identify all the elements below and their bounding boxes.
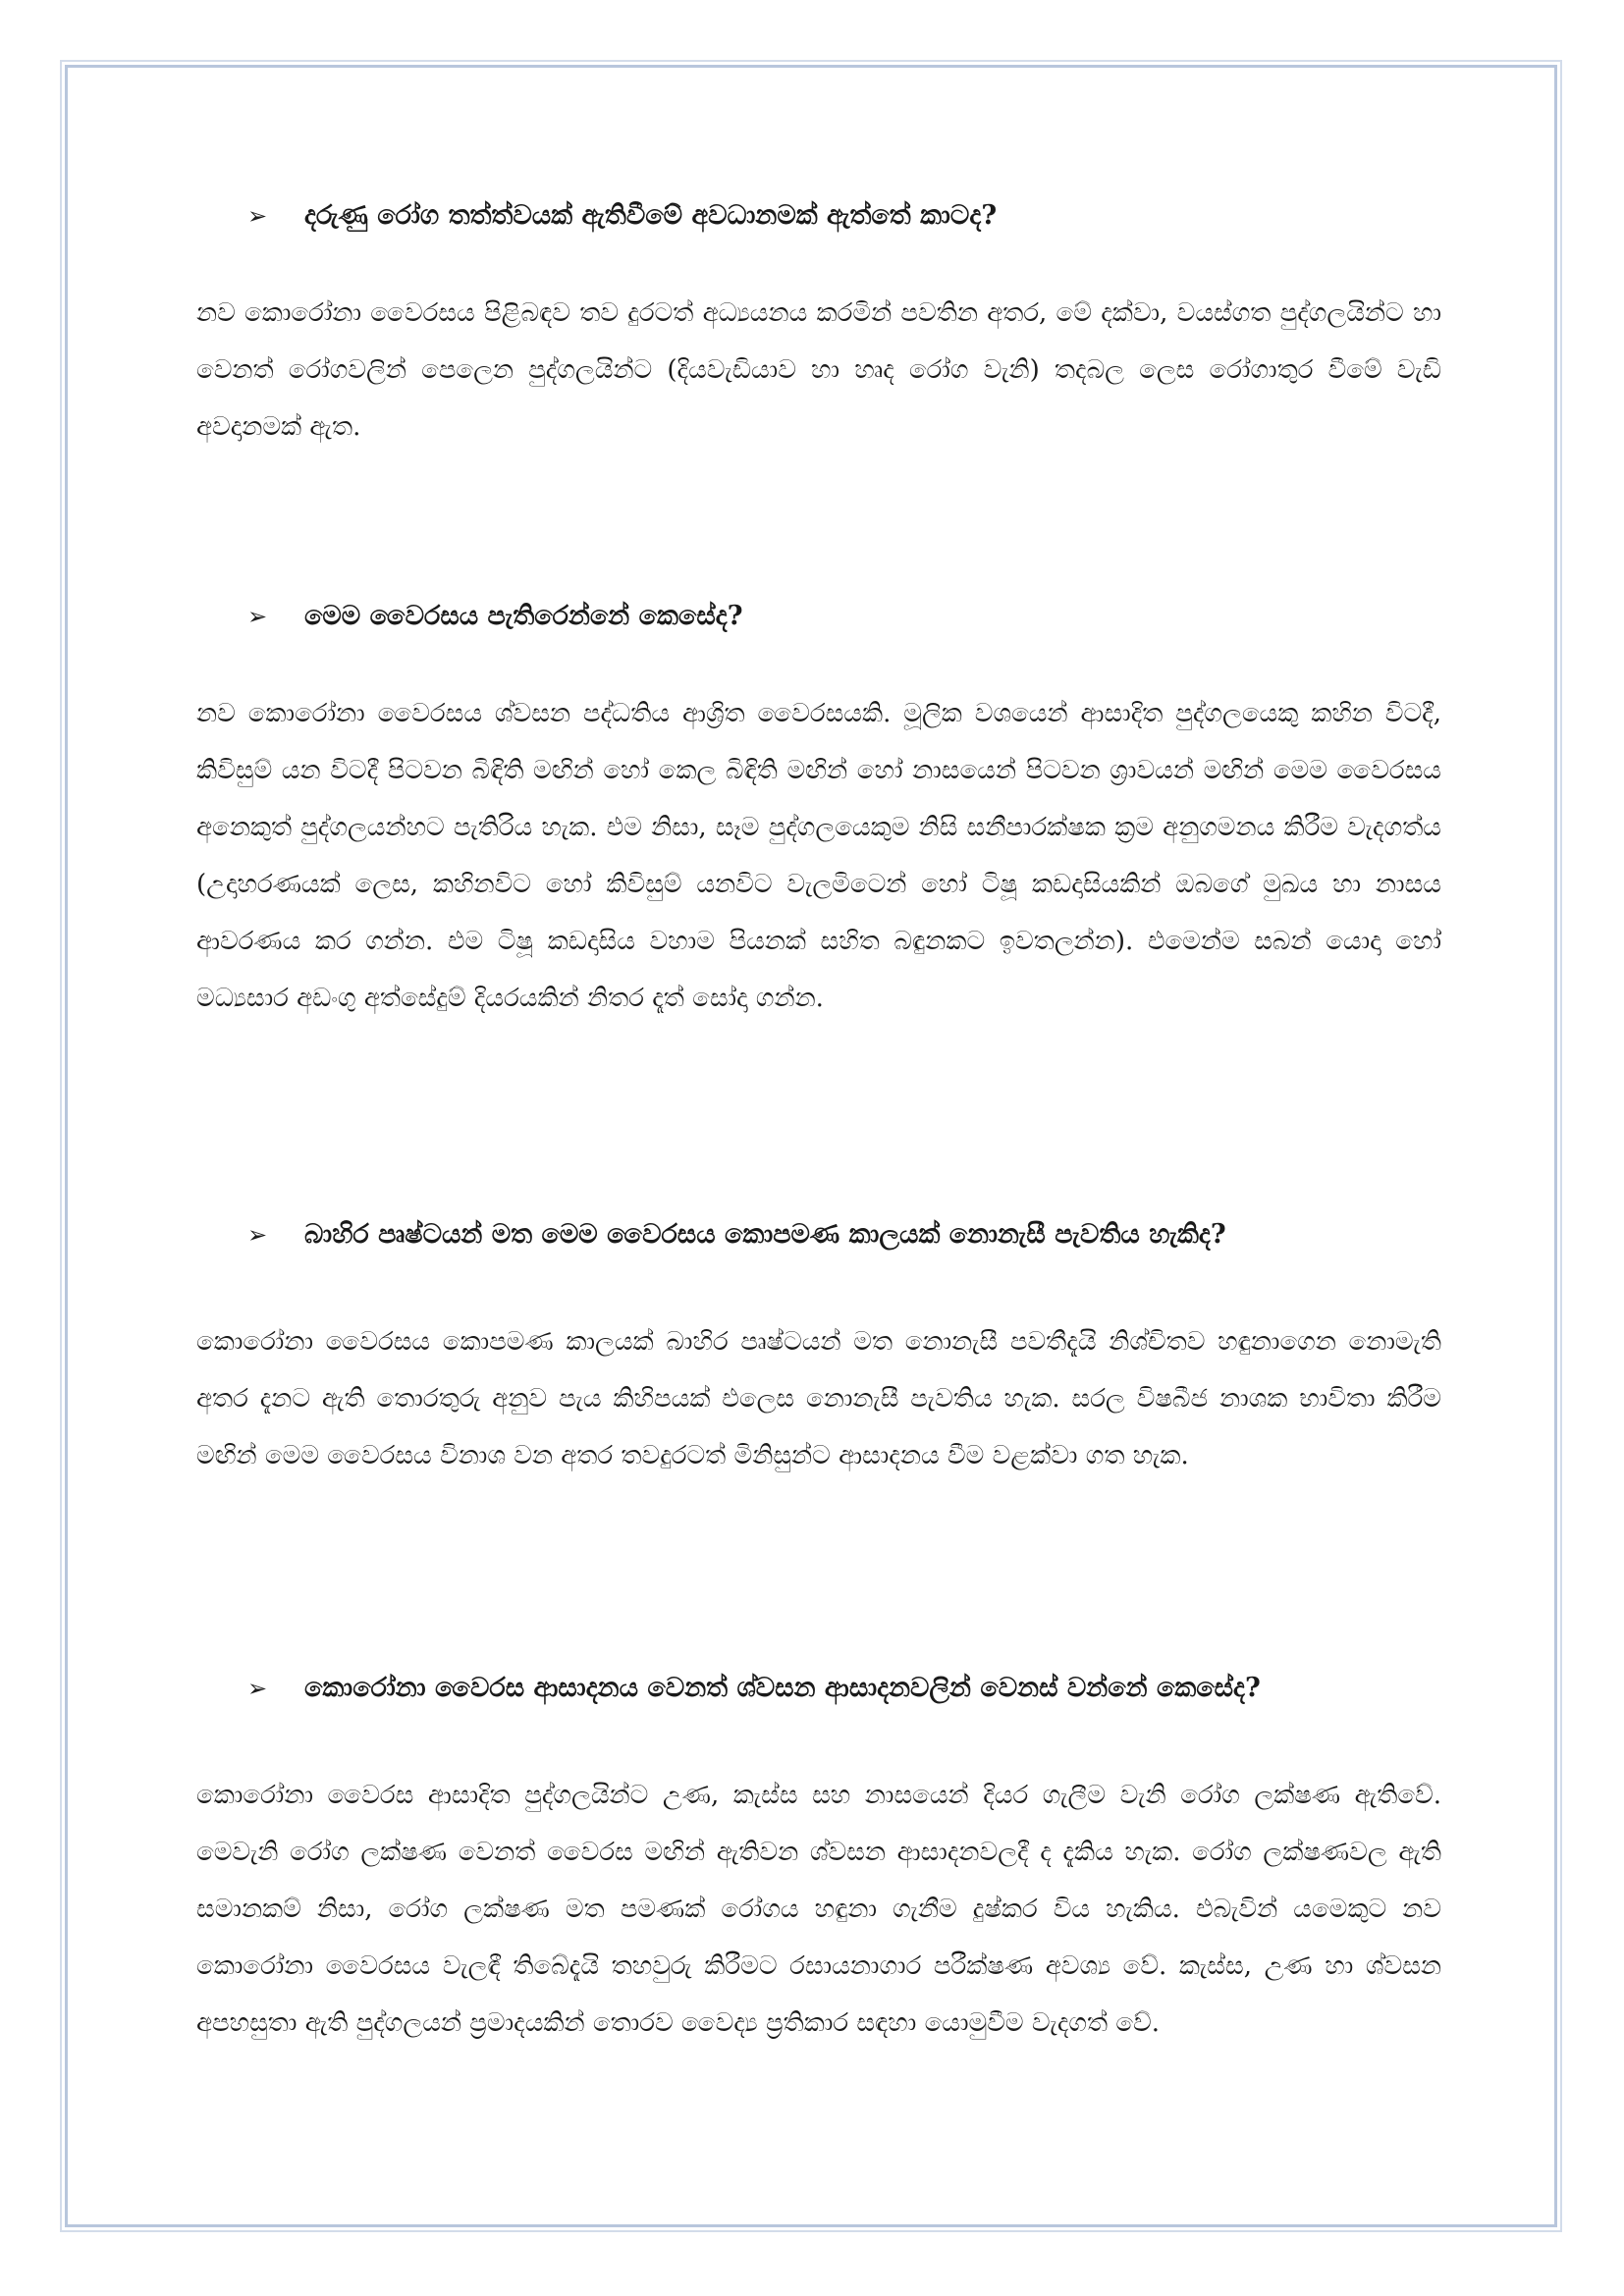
arrow-bullet-icon: ➢ bbox=[247, 202, 268, 230]
heading-text: මෙම වෛරසය පැතිරෙන්නේ කෙසේද? bbox=[304, 601, 743, 631]
section-paragraph: නව කොරෝනා වෛරසය පිළිබඳව තව දුරටත් අධ්‍යයනය කරමින් පවතින අතර, මේ දක්වා, වයස්ගත පුද්ගලයින්ට හා වෙනත් රෝගවලින් පෙලෙන පුද්ගලයින්ට (දියවැඩියාව හා හෘද රෝග වැනි) තදබල ලෙස රෝගාතුර වීමේ වැඩි අවදානමක් ඇත. bbox=[196, 298, 1441, 442]
section-paragraph: නව කොරෝනා වෛරසය ශ්වසන පද්ධතිය ආශ්‍රිත වෛරසයකි. මූලික වශයෙන් ආසාදිත පුද්ගලයෙකු කහින විටදී, කිවිසුම් යන විටදී පිටවන බිඳිති මඟින් හෝ කෙල බිඳිති මඟින් හෝ නාසයෙන් පිටවන ශ්‍රාවයන් මඟින් මෙම වෛරසය අනෙකුත් පුද්ගලයන්හට පැතිරිය හැක. එම නිසා, සෑම පුද්ගලයෙකුම නිසි සනීපාරක්ෂක ක්‍රම අනුගමනය කිරීම වැදගත්ය (උදාහරණයක් ලෙස, කහිනවිට හෝ කිවිසුම් යනවිට වැලමිටෙන් හෝ ටිෂූ කඩදාසියකින් ඔබගේ මුඛය හා නාසය ආවරණය කර ගන්න. එම ටිෂූ කඩදාසිය වහාම පියනක් සහිත බඳුනකට ඉවතලන්න). එමෙන්ම සබන් යොදා හෝ මධ්‍යසාර අඩංගු අත්සේදුම් දියරයකින් නිතර දෑත් සෝදා ගන්න. bbox=[196, 699, 1441, 1013]
heading-text: දරුණු රෝග තත්ත්වයක් ඇතිවීමේ අවධානමක් ඇත්තේ කාටද? bbox=[304, 200, 998, 231]
faq-section bbox=[196, 196, 1441, 455]
faq-section bbox=[196, 1215, 1441, 1484]
heading-text: කොරෝනා වෛරස ආසාදනය වෙනත් ශ්වසන ආසාදනවලින් වෙනස් වන්නේ කෙසේද? bbox=[304, 1673, 1261, 1703]
section-heading bbox=[247, 1215, 1441, 1255]
section-paragraph: කොරෝනා වෛරසය කොපමණ කාලයක් බාහිර පෘෂ්ටයන් මත නොනැසී පවතීදැයි නිශ්චිතව හඳුනාගෙන නොමැති අතර දැනට ඇති තොරතුරු අනුව පැය කිහිපයක් එලෙස නොනැසී පැවතිය හැක. සරල විෂබීජ නාශක භාවිතා කිරීම මඟින් මෙම වෛරසය විනාශ වන අතර තවදුරටත් මිනිසුන්ට ආසාදනය වීම වළක්වා ගත හැක. bbox=[196, 1327, 1441, 1470]
arrow-bullet-icon: ➢ bbox=[247, 1675, 268, 1702]
section-heading bbox=[247, 597, 1441, 636]
arrow-bullet-icon: ➢ bbox=[247, 603, 268, 630]
heading-text: බාහිර පෘෂ්ටයන් මත මෙම වෛරසය කොපමණ කාලයක් නොනැසී පැවතිය හැකිද? bbox=[304, 1219, 1226, 1250]
section-paragraph: කොරෝනා වෛරස ආසාදිත පුද්ගලයින්ට උණ, කැස්ස සහ නාසයෙන් දියර ගැලීම වැනි රෝග ලක්ෂණ ඇතිවේ. මෙවැනි රෝග ලක්ෂණ වෙනත් වෛරස මඟින් ඇතිවන ශ්වසන ආසාදනවලදී ද දැකිය හැක. රෝග ලක්ෂණවල ඇති සමානකම් නිසා, රෝග ලක්ෂණ මත පමණක් රෝගය හඳුනා ගැනීම දුෂ්කර විය හැකිය. එබැවින් යමෙකුට නව කොරෝනා වෛරසය වැලඳී තිබේදැයි තහවුරු කිරීමට රසායනාගාර පරීක්ෂණ අවශ්‍ය වේ. කැස්ස, උණ හා ශ්වසන අපහසුතා ඇති පුද්ගලයන් ප්‍රමාදයකින් තොරව වෛද්‍ය ප්‍රතිකාර සඳහා යොමුවීම වැදගත් වේ. bbox=[196, 1781, 1441, 2038]
section-heading bbox=[247, 1669, 1441, 1708]
faq-section bbox=[196, 1669, 1441, 2052]
arrow-bullet-icon: ➢ bbox=[247, 1221, 268, 1249]
faq-section bbox=[196, 597, 1441, 1027]
section-heading bbox=[247, 196, 1441, 236]
